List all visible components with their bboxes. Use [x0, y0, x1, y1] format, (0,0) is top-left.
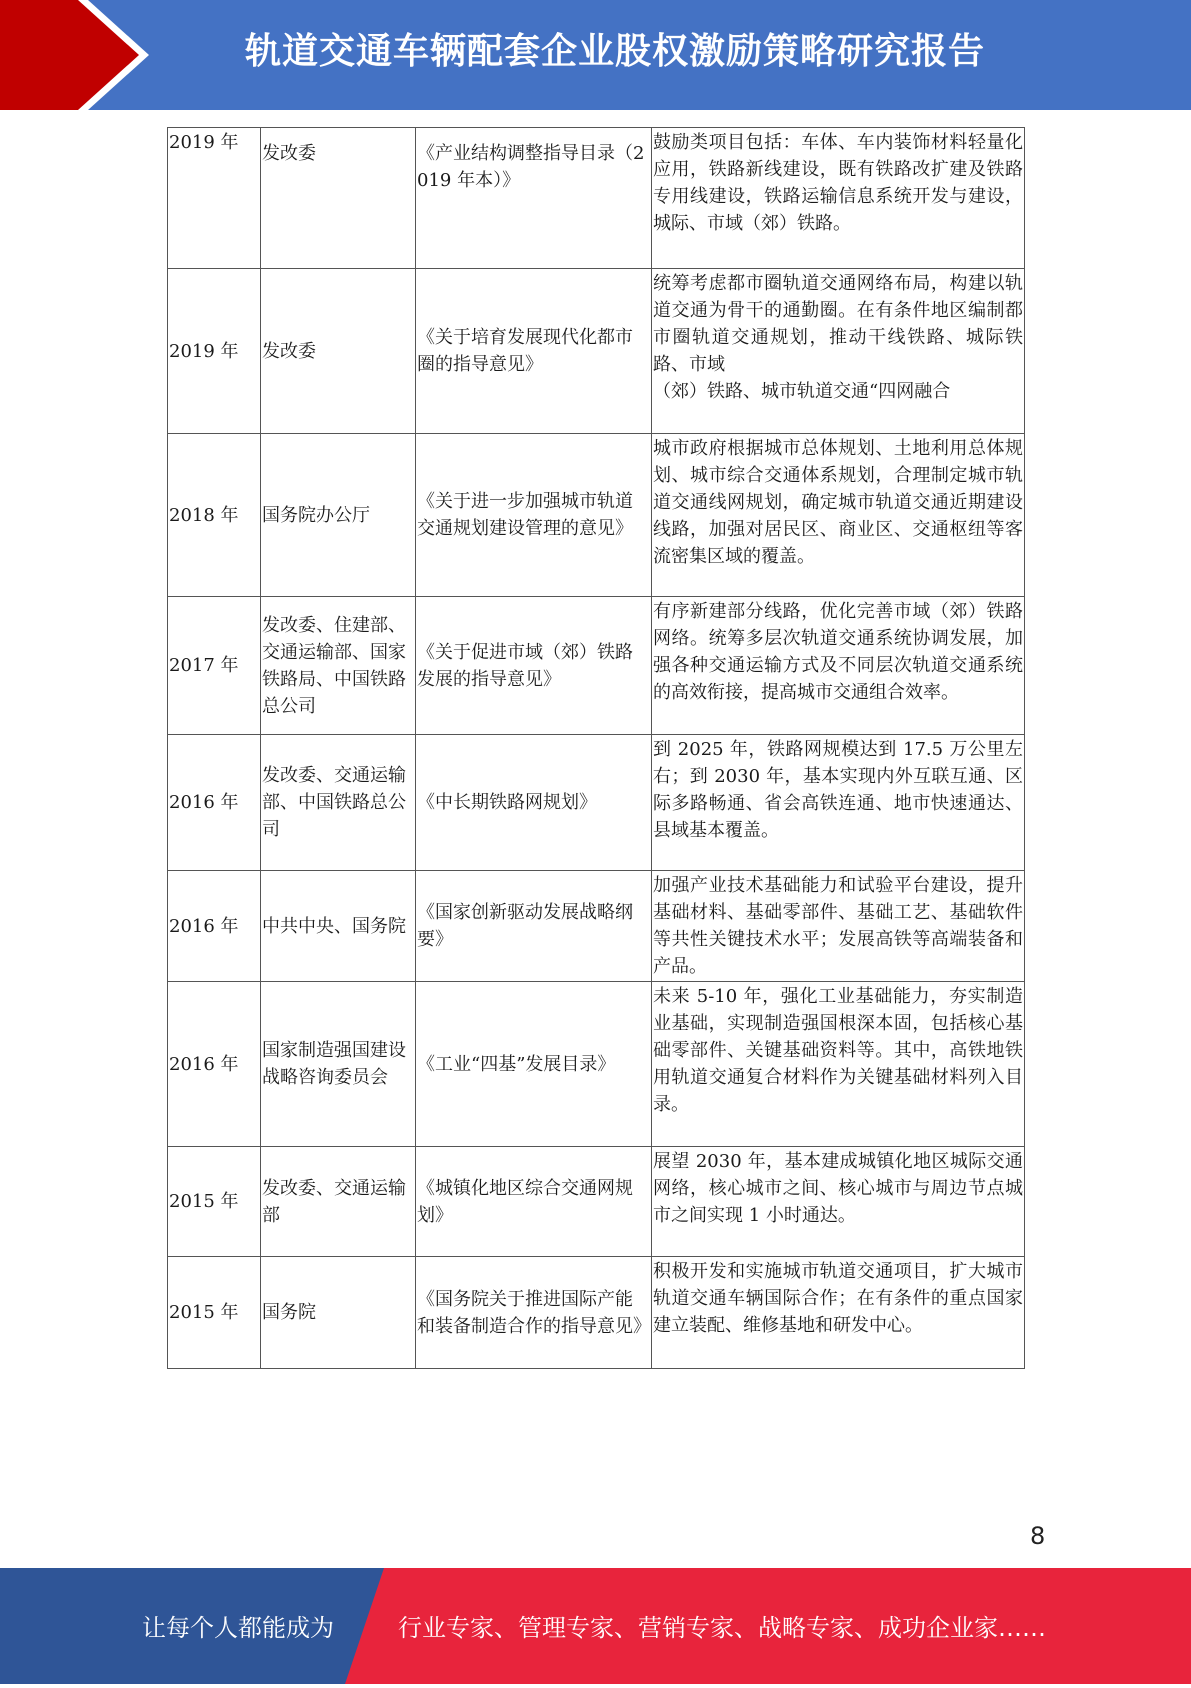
table-row	[168, 1147, 1025, 1257]
table-row	[168, 871, 1025, 982]
year-cell: 2018 年	[168, 434, 261, 597]
year-cell: 2015 年	[168, 1147, 261, 1257]
document-cell: 《关于培育发展现代化都市圈的指导意见》	[416, 269, 652, 434]
content-text: 积极开发和实施城市轨道交通项目，扩大城市轨道交通车辆国际合作；在有条件的重点国家建立装配、维修基地和研发中心。	[653, 1261, 1023, 1336]
report-title: 轨道交通车辆配套企业股权激励策略研究报告	[245, 31, 986, 72]
footer-lead-text: 让每个人都能成为	[142, 1614, 334, 1642]
department-cell: 发改委、交通运输部	[261, 1147, 416, 1257]
content-text: 鼓励类项目包括：车体、车内装饰材料轻量化应用，铁路新线建设，既有铁路改扩建及铁路专用线建设，铁路运输信息系统开发与建设，城际、市域（郊）铁路。	[653, 132, 1023, 234]
content-cell	[652, 269, 1025, 434]
document-cell: 《国家创新驱动发展战略纲要》	[416, 871, 652, 982]
content-cell	[652, 1257, 1025, 1369]
department-cell: 中共中央、国务院	[261, 871, 416, 982]
document-cell: 《中长期铁路网规划》	[416, 735, 652, 871]
content-text: 未来 5-10 年，强化工业基础能力，夯实制造业基础，实现制造强国根深本固，包括核心基础零部件、关键基础资料等。其中，高铁地铁用轨道交通复合材料作为关键基础材料列入目录。	[653, 986, 1023, 1115]
content-cell	[652, 735, 1025, 871]
content-cell	[652, 871, 1025, 982]
document-cell: 《国务院关于推进国际产能和装备制造合作的指导意见》	[416, 1257, 652, 1369]
department-cell: 国务院办公厅	[261, 434, 416, 597]
year-cell: 2016 年	[168, 735, 261, 871]
chevron-arrow-icon	[0, 0, 160, 110]
year-cell: 2017 年	[168, 597, 261, 735]
content-cell	[652, 1147, 1025, 1257]
header-banner	[0, 0, 1191, 110]
content-cell	[652, 434, 1025, 597]
content-text: 展望 2030 年，基本建成城镇化地区城际交通网络，核心城市之间、核心城市与周边节点城市之间实现 1 小时通达。	[653, 1151, 1023, 1226]
content-text: 统筹考虑都市圈轨道交通网络布局，构建以轨道交通为骨干的通勤圈。在有条件地区编制都市圈轨道交通规划，推动干线铁路、城际铁路、市域	[653, 273, 1023, 375]
department-cell: 发改委、交通运输部、中国铁路总公司	[261, 735, 416, 871]
page-number: 8	[1030, 1522, 1046, 1550]
department-cell: 发改委	[261, 128, 416, 269]
table-row	[168, 1257, 1025, 1369]
table-row	[168, 269, 1025, 434]
footer-slogan-text: 行业专家、管理专家、营销专家、战略专家、成功企业家……	[398, 1614, 1046, 1642]
document-cell: 《产业结构调整指导目录（2019 年本）》	[416, 128, 652, 269]
content-cell	[652, 128, 1025, 269]
content-text: 城市政府根据城市总体规划、土地利用总体规划、城市综合交通体系规划，合理制定城市轨道交通线网规划，确定城市轨道交通近期建设线路，加强对居民区、商业区、交通枢纽等客流密集区域的覆盖。	[653, 438, 1023, 567]
department-cell: 发改委	[261, 269, 416, 434]
year-cell: 2019 年	[168, 269, 261, 434]
content-text: 加强产业技术基础能力和试验平台建设，提升基础材料、基础零部件、基础工艺、基础软件等共性关键技术水平；发展高铁等高端装备和产品。	[653, 875, 1023, 977]
year-cell: 2016 年	[168, 871, 261, 982]
department-cell: 国家制造强国建设战略咨询委员会	[261, 982, 416, 1147]
table-row	[168, 128, 1025, 269]
department-cell: 国务院	[261, 1257, 416, 1369]
document-cell: 《工业“四基”发展目录》	[416, 982, 652, 1147]
content-text: 到 2025 年，铁路网规模达到 17.5 万公里左右；到 2030 年，基本实现内外互联互通、区际多路畅通、省会高铁连通、地市快速通达、县域基本覆盖。	[653, 739, 1023, 841]
year-cell: 2019 年	[168, 128, 261, 269]
document-cell: 《关于促进市域（郊）铁路发展的指导意见》	[416, 597, 652, 735]
year-cell: 2015 年	[168, 1257, 261, 1369]
department-cell: 发改委、住建部、交通运输部、国家铁路局、中国铁路总公司	[261, 597, 416, 735]
content-cell	[652, 982, 1025, 1147]
document-cell: 《城镇化地区综合交通网规划》	[416, 1147, 652, 1257]
policy-table	[167, 127, 1025, 1369]
table-row	[168, 982, 1025, 1147]
table-row	[168, 434, 1025, 597]
content-text: （郊）铁路、城市轨道交通“四网融合	[653, 381, 951, 402]
year-cell: 2016 年	[168, 982, 261, 1147]
document-cell: 《关于进一步加强城市轨道交通规划建设管理的意见》	[416, 434, 652, 597]
footer-banner	[0, 1568, 1191, 1684]
table-row	[168, 597, 1025, 735]
table-row	[168, 735, 1025, 871]
content-cell	[652, 597, 1025, 735]
content-text: 有序新建部分线路，优化完善市域（郊）铁路网络。统筹多层次轨道交通系统协调发展，加强各种交通运输方式及不同层次轨道交通系统的高效衔接，提高城市交通组合效率。	[653, 601, 1023, 703]
